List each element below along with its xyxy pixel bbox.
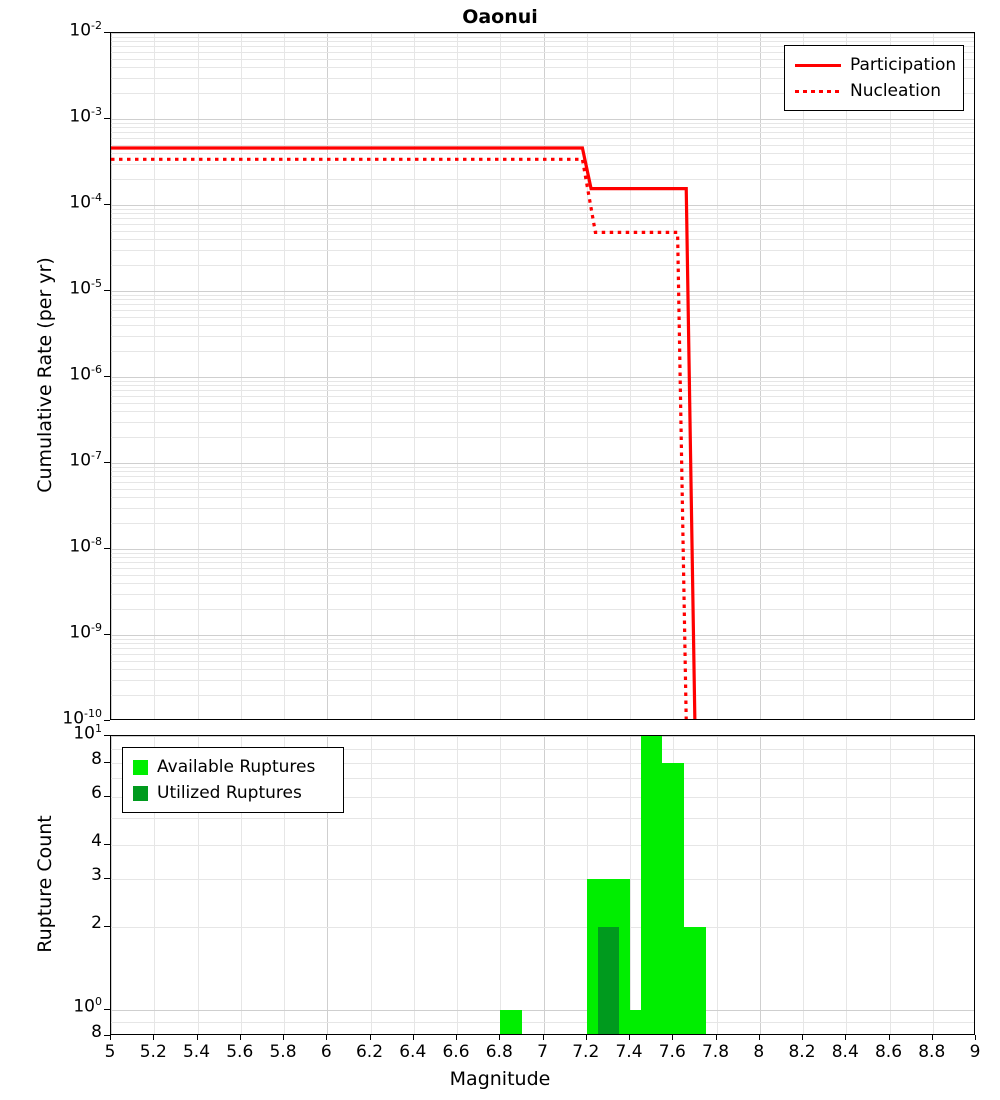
available-ruptures-swatch-icon	[133, 760, 148, 775]
x-tick-label: 8.8	[918, 1042, 946, 1062]
y-tick-label: $10^{-2}$	[69, 19, 102, 41]
x-axis-title: Magnitude	[449, 1068, 551, 1090]
y-tick-mark	[104, 1009, 110, 1010]
y-tick-mark	[104, 926, 110, 927]
x-tick-label: 6.8	[485, 1042, 513, 1062]
x-tick-label: 6.6	[442, 1042, 470, 1062]
x-tick-label: 5.8	[269, 1042, 297, 1062]
x-tick-mark	[672, 1035, 673, 1040]
x-tick-mark	[326, 1035, 327, 1040]
y-tick-label: $10^1$	[73, 722, 102, 744]
x-tick-label: 8.2	[788, 1042, 816, 1062]
x-tick-mark	[456, 1035, 457, 1040]
x-tick-label: 6.2	[355, 1042, 384, 1062]
x-tick-mark	[759, 1035, 760, 1040]
y-tick-mark	[104, 796, 110, 797]
utilized-ruptures-swatch-icon	[133, 786, 148, 801]
page-title: Oaonui	[462, 6, 538, 28]
x-tick-mark	[629, 1035, 630, 1040]
x-tick-mark	[370, 1035, 371, 1040]
legend-item-utilized-ruptures[interactable]	[133, 780, 333, 806]
legend-bottom	[122, 747, 344, 813]
legend-item-nucleation[interactable]	[795, 78, 953, 104]
y-tick-mark	[104, 548, 110, 549]
y-axis-title-bottom: Rupture Count	[34, 815, 56, 953]
y-tick-label: 2	[91, 913, 102, 934]
histogram-bar	[684, 927, 706, 1035]
y-tick-mark	[104, 462, 110, 463]
x-tick-label: 7.8	[701, 1042, 730, 1062]
y-tick-label: 6	[91, 782, 102, 803]
x-tick-mark	[240, 1035, 241, 1040]
legend-top	[784, 45, 964, 111]
y-tick-mark	[104, 844, 110, 845]
x-tick-label: 8.6	[874, 1042, 903, 1062]
solid-line-icon	[795, 56, 841, 74]
x-tick-label: 5.4	[182, 1042, 211, 1062]
legend-item-participation[interactable]	[795, 52, 957, 78]
participation-line	[111, 148, 695, 720]
x-tick-mark	[413, 1035, 414, 1040]
x-tick-mark	[499, 1035, 500, 1040]
y-tick-mark	[104, 32, 110, 33]
x-tick-mark	[845, 1035, 846, 1040]
legend-label: Utilized Ruptures	[157, 783, 302, 803]
y-tick-label: $10^0$	[73, 995, 102, 1018]
y-tick-label: 8	[91, 748, 102, 769]
x-tick-mark	[586, 1035, 587, 1040]
legend-label: Nucleation	[850, 81, 942, 101]
cumulative-rate-plot	[110, 32, 975, 720]
x-tick-mark	[110, 1035, 111, 1040]
legend-label: Participation	[850, 55, 957, 75]
y-tick-label: 4	[91, 830, 102, 851]
x-tick-label: 6	[320, 1042, 332, 1062]
y-tick-label: $10^{-8}$	[69, 535, 102, 557]
y-tick-mark	[104, 762, 110, 763]
x-tick-label: 7	[537, 1042, 548, 1062]
nucleation-line	[111, 159, 686, 720]
x-tick-mark	[716, 1035, 717, 1040]
x-tick-mark	[153, 1035, 154, 1040]
dotted-line-icon	[795, 82, 841, 100]
x-tick-mark	[889, 1035, 890, 1040]
x-tick-mark	[802, 1035, 803, 1040]
y-tick-label: $10^{-3}$	[69, 105, 102, 127]
histogram-bar	[662, 763, 684, 1036]
x-tick-mark	[543, 1035, 544, 1040]
y-tick-mark	[104, 878, 110, 879]
y-axis-title-top: Cumulative Rate (per yr)	[34, 257, 56, 493]
y-tick-label: $10^{-6}$	[69, 363, 102, 385]
y-tick-label: $10^{-9}$	[69, 621, 102, 643]
histogram-bar	[598, 927, 620, 1035]
x-tick-label: 8	[753, 1042, 765, 1062]
x-tick-label: 5.6	[226, 1042, 254, 1062]
x-tick-mark	[975, 1035, 976, 1040]
x-tick-mark	[197, 1035, 198, 1040]
x-tick-label: 6.4	[399, 1042, 427, 1062]
mfd-curves	[111, 33, 975, 720]
x-tick-label: 9	[969, 1042, 981, 1062]
histogram-bar	[641, 736, 663, 1035]
y-tick-mark	[104, 735, 110, 736]
legend-item-available-ruptures[interactable]	[133, 754, 333, 780]
x-tick-label: 7.6	[658, 1042, 686, 1062]
y-tick-label: 3	[91, 865, 102, 885]
y-tick-mark	[104, 204, 110, 205]
series-layer-top	[111, 33, 974, 719]
x-tick-mark	[932, 1035, 933, 1040]
y-tick-mark	[104, 634, 110, 635]
y-tick-label: $10^{-4}$	[69, 191, 102, 213]
x-tick-label: 5	[104, 1042, 116, 1062]
y-tick-label: $10^{-5}$	[69, 277, 102, 299]
histogram-bar	[500, 1010, 522, 1036]
y-tick-mark	[104, 376, 110, 377]
x-tick-label: 7.4	[615, 1042, 643, 1062]
y-tick-mark	[104, 720, 110, 721]
x-tick-mark	[283, 1035, 284, 1040]
y-tick-label: $10^{-10}$	[62, 707, 102, 729]
y-tick-mark	[104, 118, 110, 119]
y-tick-label: $10^{-7}$	[69, 449, 102, 471]
y-tick-mark	[104, 290, 110, 291]
x-tick-label: 8.4	[831, 1042, 859, 1062]
y-tick-label: 8	[91, 1022, 102, 1042]
legend-label: Available Ruptures	[157, 757, 316, 777]
x-tick-label: 5.2	[139, 1042, 167, 1062]
x-tick-label: 7.2	[572, 1042, 600, 1062]
